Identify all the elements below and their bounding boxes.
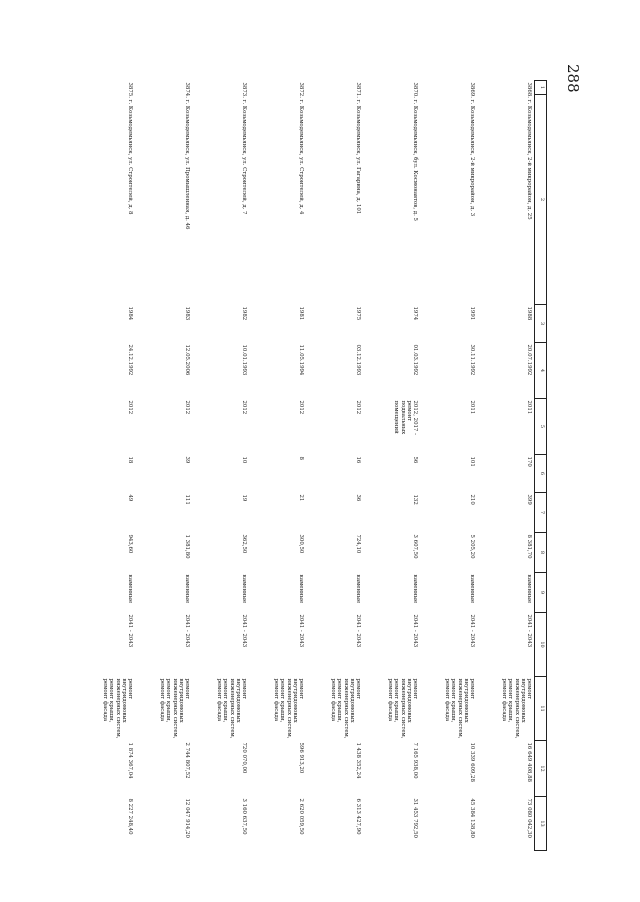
table-row xyxy=(363,81,420,851)
year-cell: 1974 xyxy=(412,306,418,321)
row-id: 3874. xyxy=(184,82,190,98)
table-row xyxy=(420,81,477,851)
total-cell: 8 227 248,40 xyxy=(127,798,133,835)
column-header: 4 xyxy=(535,343,547,399)
column-header: 3 xyxy=(535,305,547,343)
address-cell: г. Козьмодемьянск, ул. Гагарина, д. 101 xyxy=(355,99,361,215)
material-cell: каменные xyxy=(184,574,190,604)
row-id: 3869. xyxy=(469,82,475,98)
total-cell: 45 384 138,80 xyxy=(469,798,475,838)
repair-cell: 2011 xyxy=(526,400,532,415)
works-cell: ремонт внутридомовых инженерных систем, ремонт крыши, ремонт фасада xyxy=(216,678,247,739)
column-header: 2 xyxy=(535,95,547,305)
column-header: 8 xyxy=(535,533,547,573)
address-cell: г. Козьмодемьянск, 2-й микрорайон, д. 3 xyxy=(469,99,475,217)
column-header: 11 xyxy=(535,677,547,741)
repair-cell: 2011 xyxy=(469,400,475,415)
material-cell: каменные xyxy=(241,574,247,604)
row-id: 3872. xyxy=(298,82,304,98)
table-row xyxy=(306,81,363,851)
count-cell: 170 xyxy=(526,456,532,467)
count-cell: 56 xyxy=(412,456,418,464)
repair-cell: 2012, 2017 - ремонт подвальных помещений xyxy=(393,400,418,435)
period-cell: 2041 - 2043 xyxy=(412,614,418,648)
column-number-header xyxy=(535,81,547,851)
residents-cell: 210 xyxy=(469,494,475,505)
residents-cell: 19 xyxy=(241,494,247,502)
table-row xyxy=(70,81,135,851)
works-cell: ремонт внутридомовых инженерных систем, ремонт крыши, ремонт фасада xyxy=(444,678,475,739)
address-cell: г. Козьмодемьянск, ул. Строителей, д. 8 xyxy=(127,99,133,215)
total-cell: 12 047 914,20 xyxy=(184,798,190,838)
cost-cell: 720 070,00 xyxy=(241,742,247,774)
count-cell: 8 xyxy=(298,456,304,460)
material-cell: каменные xyxy=(469,574,475,604)
period-cell: 2041 - 2043 xyxy=(469,614,475,648)
works-cell: ремонт внутридомовых инженерных систем, ремонт крыши, ремонт фасада xyxy=(330,678,361,739)
row-address xyxy=(420,81,477,305)
total-cell: 2 620 059,50 xyxy=(298,798,304,835)
material-cell: каменные xyxy=(526,574,532,604)
address-cell: г. Козьмодемьянск, ул. Строителей, д. 4 xyxy=(298,99,304,215)
table-row xyxy=(249,81,306,851)
address-cell: г. Козьмодемьянск, ул. Промышленная, д. 46 xyxy=(184,99,190,230)
period-cell: 2041 - 2043 xyxy=(355,614,361,648)
count-cell: 16 xyxy=(355,456,361,464)
date-cell: 10.01.1993 xyxy=(241,344,247,376)
area-cell: 5 205,20 xyxy=(469,534,475,559)
area-cell: 1 381,80 xyxy=(184,534,190,559)
year-cell: 1975 xyxy=(355,306,361,321)
cost-cell: 1 874 367,04 xyxy=(127,742,133,779)
date-cell: 30.11.1992 xyxy=(469,344,475,376)
row-id: 3873. xyxy=(241,82,247,98)
cost-cell: 1 438 352,24 xyxy=(355,742,361,779)
address-cell: г. Козьмодемьянск, бул. Космонавтов, д. 5 xyxy=(412,99,418,221)
total-cell: 3 160 637,50 xyxy=(241,798,247,835)
row-id: 3875. xyxy=(127,82,133,98)
area-cell: 943,60 xyxy=(127,534,133,554)
column-header: 5 xyxy=(535,399,547,455)
table-row xyxy=(135,81,192,851)
repair-cell: 2012 xyxy=(241,400,247,415)
material-cell: каменные xyxy=(298,574,304,604)
address-cell: г. Козьмодемьянск, 2-й микрорайон, д. 25 xyxy=(526,99,532,220)
count-cell: 18 xyxy=(127,456,133,464)
column-header: 6 xyxy=(535,455,547,493)
table-row xyxy=(192,81,249,851)
works-cell: ремонт внутридомовых инженерных систем, ремонт крыши, ремонт фасада xyxy=(102,678,133,739)
total-cell: 31 453 792,50 xyxy=(412,798,418,838)
repair-cell: 2012 xyxy=(355,400,361,415)
residents-cell: 36 xyxy=(355,494,361,502)
rotated-table-wrapper xyxy=(94,80,547,850)
cost-cell: 16 649 408,88 xyxy=(526,742,532,782)
material-cell: каменные xyxy=(355,574,361,604)
area-cell: 3 607,50 xyxy=(412,534,418,559)
date-cell: 12.05.2006 xyxy=(184,344,190,376)
column-header: 7 xyxy=(535,493,547,533)
works-cell: ремонт внутридомовых инженерных систем, ремонт крыши, ремонт фасада xyxy=(501,678,532,739)
area-cell: 724,10 xyxy=(355,534,361,554)
year-cell: 1984 xyxy=(127,306,133,321)
column-header: 10 xyxy=(535,613,547,677)
residents-cell: 49 xyxy=(127,494,133,502)
column-header: 13 xyxy=(535,797,547,851)
repair-cell: 2012 xyxy=(298,400,304,415)
row-address xyxy=(135,81,192,305)
cost-cell: 10 339 609,28 xyxy=(469,742,475,782)
total-cell: 73 080 042,30 xyxy=(526,798,532,838)
area-cell: 8 381,70 xyxy=(526,534,532,559)
year-cell: 1988 xyxy=(526,306,532,321)
column-header: 12 xyxy=(535,741,547,797)
row-address xyxy=(249,81,306,305)
column-header: 9 xyxy=(535,573,547,613)
row-address xyxy=(477,81,535,305)
cost-cell: 7 165 938,00 xyxy=(412,742,418,779)
table-row xyxy=(477,81,535,851)
period-cell: 2041 - 2043 xyxy=(526,614,532,648)
period-cell: 2041 - 2043 xyxy=(184,614,190,648)
area-cell: 362,50 xyxy=(241,534,247,554)
date-cell: 20.07.1992 xyxy=(526,344,532,376)
period-cell: 2041 - 2043 xyxy=(241,614,247,648)
repair-cell: 2012 xyxy=(127,400,133,415)
housing-register-table xyxy=(70,80,547,851)
residents-cell: 111 xyxy=(184,494,190,505)
year-cell: 1982 xyxy=(241,306,247,321)
year-cell: 1983 xyxy=(184,306,190,321)
column-header: 1 xyxy=(535,81,547,95)
count-cell: 39 xyxy=(184,456,190,464)
date-cell: 11.05.1994 xyxy=(298,344,304,376)
area-cell: 300,50 xyxy=(298,534,304,554)
works-cell: ремонт внутридомовых инженерных систем, ремонт крыши, ремонт фасада xyxy=(273,678,304,739)
repair-cell: 2012 xyxy=(184,400,190,415)
row-address xyxy=(70,81,135,305)
cost-cell: 596 913,20 xyxy=(298,742,304,774)
row-id: 3870. xyxy=(412,82,418,98)
cost-cell: 2 744 807,52 xyxy=(184,742,190,779)
works-cell: ремонт внутридомовых инженерных систем, ремонт крыши, ремонт фасада xyxy=(159,678,190,739)
count-cell: 10 xyxy=(241,456,247,464)
date-cell: 03.12.1993 xyxy=(355,344,361,376)
row-id: 3871. xyxy=(355,82,361,98)
row-id: 3868. xyxy=(526,82,532,98)
count-cell: 101 xyxy=(469,456,475,467)
row-address xyxy=(192,81,249,305)
address-cell: г. Козьмодемьянск, ул. Строителей, д. 7 xyxy=(241,99,247,215)
works-cell: ремонт внутридомовых инженерных систем, ремонт крыши, ремонт фасада xyxy=(387,678,418,739)
page-number: 288 xyxy=(564,64,582,93)
row-address xyxy=(363,81,420,305)
residents-cell: 21 xyxy=(298,494,304,502)
total-cell: 6 313 427,90 xyxy=(355,798,361,835)
period-cell: 2041 - 2043 xyxy=(127,614,133,648)
residents-cell: 399 xyxy=(526,494,532,505)
year-cell: 1981 xyxy=(298,306,304,321)
period-cell: 2041 - 2043 xyxy=(298,614,304,648)
residents-cell: 132 xyxy=(412,494,418,505)
date-cell: 24.12.1992 xyxy=(127,344,133,376)
material-cell: каменные xyxy=(412,574,418,604)
date-cell: 01.03.1992 xyxy=(412,344,418,376)
year-cell: 1991 xyxy=(469,306,475,321)
row-address xyxy=(306,81,363,305)
material-cell: каменные xyxy=(127,574,133,604)
